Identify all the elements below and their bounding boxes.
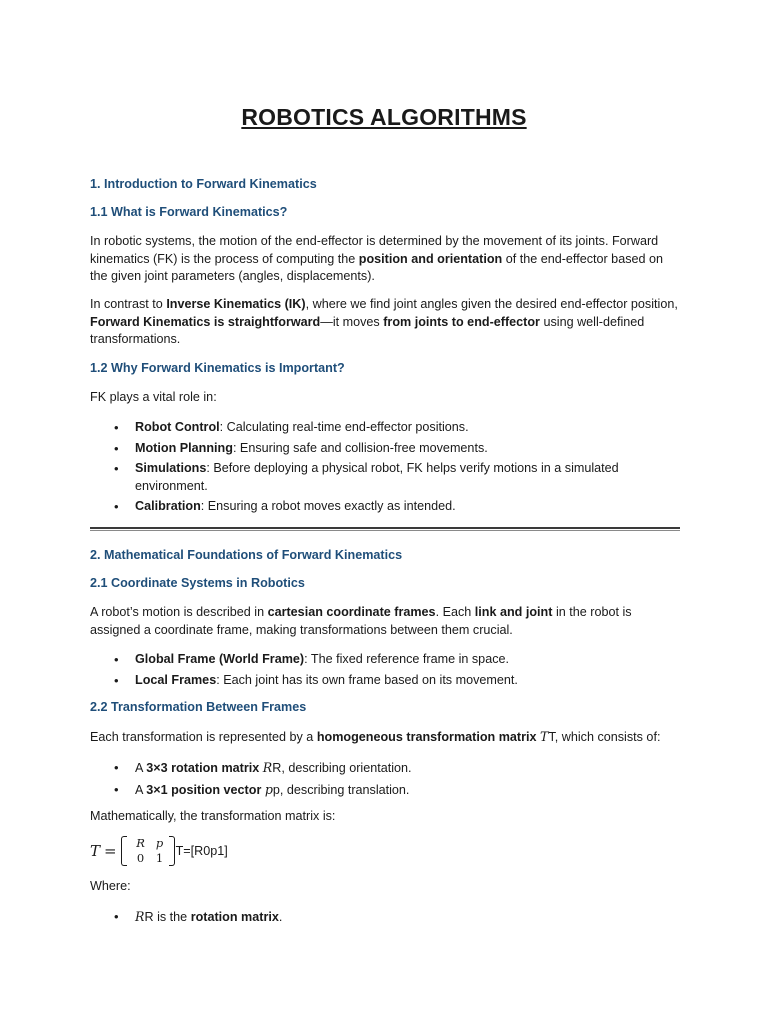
- list-item: • Calibration: Ensuring a robot moves exactly as intended.: [114, 499, 456, 514]
- frames-list: [90, 651, 680, 692]
- paragraph-fk-definition: In robotic systems, the motion of the end-effector is determined by the movement of its joints. Forward kinematics (FK) is the process of computing the position and orientation of the end-effector based on the given joint parameters (angles, displacements).: [90, 234, 664, 283]
- paragraph-mathematically: Mathematically, the transformation matrix is:: [90, 809, 336, 823]
- paragraph-coordinate-frames: A robot’s motion is described in cartesian coordinate frames. Each link and joint in the robot is assigned a coordinate frame, making transformations between them crucial.: [90, 605, 632, 637]
- section-2-2-heading: 2.2 Transformation Between Frames: [90, 700, 307, 714]
- list-item: • Global Frame (World Frame): The fixed reference frame in space.: [114, 652, 509, 667]
- document-title: ROBOTICS ALGORITHMS: [241, 104, 527, 130]
- where-list: [90, 908, 680, 930]
- formula-equals: =: [104, 842, 117, 860]
- paragraph-homogeneous-matrix: Each transformation is represented by a homogeneous transformation matrix TT, which consists of:: [90, 729, 661, 744]
- transformation-matrix-formula: [90, 836, 228, 866]
- section-1-heading: 1. Introduction to Forward Kinematics: [90, 177, 317, 191]
- matrix-components-list: [90, 759, 680, 802]
- section-1-2-heading: 1.2 Why Forward Kinematics is Important?: [90, 361, 345, 375]
- formula-lhs: T: [90, 842, 101, 860]
- formula-plain-text: T=[R0p1]: [175, 844, 228, 858]
- fk-uses-list: [90, 419, 680, 519]
- section-2-1-heading: 2.1 Coordinate Systems in Robotics: [90, 576, 305, 590]
- list-item: • Simulations: Before deploying a physical robot, FK helps verify motions in a simulated environment.: [114, 461, 619, 493]
- list-item: • RR is the rotation matrix.: [114, 909, 283, 924]
- matrix: R p 0 1: [121, 836, 175, 866]
- paragraph-fk-role: FK plays a vital role in:: [90, 390, 217, 404]
- section-1-1-heading: 1.1 What is Forward Kinematics?: [90, 205, 288, 219]
- paragraph-where: Where:: [90, 879, 131, 893]
- list-item: • A 3×1 position vector pp, describing translation.: [114, 781, 410, 797]
- list-item: • Motion Planning: Ensuring safe and collision-free movements.: [114, 440, 488, 456]
- list-item: • A 3×3 rotation matrix RR, describing orientation.: [114, 760, 412, 775]
- section-2-heading: 2. Mathematical Foundations of Forward Kinematics: [90, 548, 403, 562]
- paragraph-fk-vs-ik: In contrast to Inverse Kinematics (IK), where we find joint angles given the desired end-effector position, Forward Kinematics is straightforward—it moves from joints to end-effector using well-defined transformations.: [90, 297, 678, 346]
- list-item: • Local Frames: Each joint has its own frame based on its movement.: [114, 672, 518, 688]
- list-item: • Robot Control: Calculating real-time end-effector positions.: [114, 420, 469, 435]
